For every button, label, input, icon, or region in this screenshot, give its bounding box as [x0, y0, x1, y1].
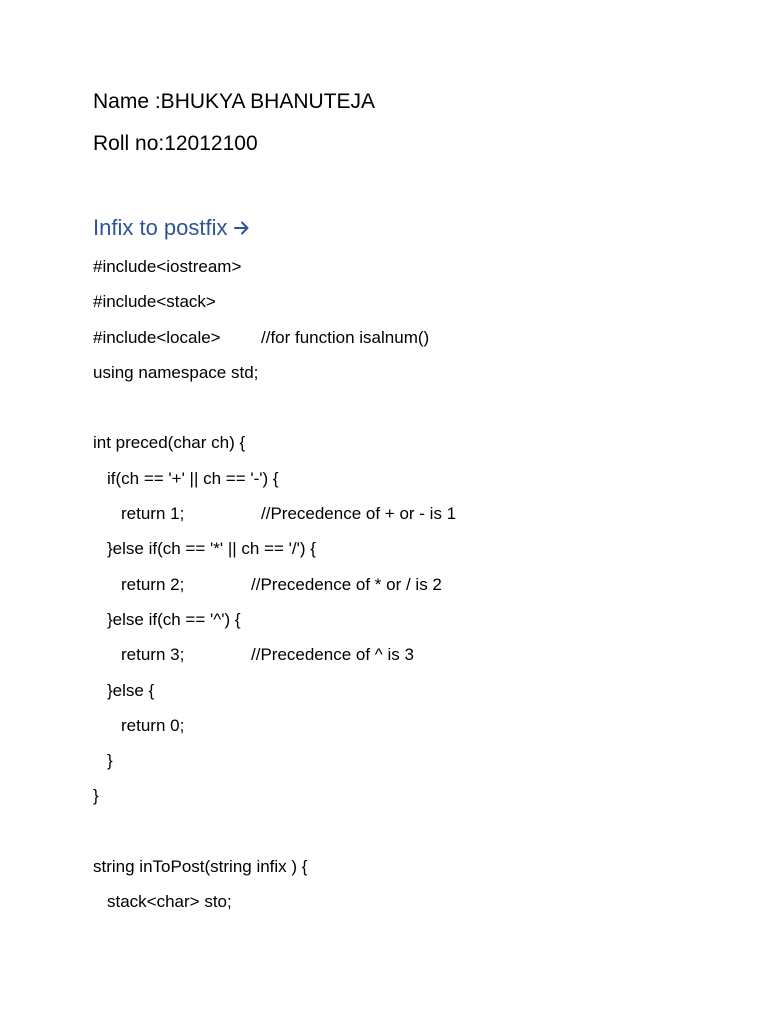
code-line: return 0; [121, 715, 185, 735]
code-text: return 3; [121, 645, 185, 665]
code-line: if(ch == '+' || ch == '-') { [107, 468, 279, 488]
blank-line [93, 397, 733, 432]
code-listing [93, 256, 733, 927]
code-comment: //Precedence of * or / is 2 [251, 574, 442, 594]
code-line: stack<char> sto; [107, 892, 232, 912]
code-line: }else if(ch == '^') { [107, 609, 241, 629]
blank-line [93, 821, 733, 856]
roll-number: Roll no:12012100 [93, 132, 258, 155]
section-heading-text: Infix to postfix [93, 215, 228, 240]
code-line: }else { [107, 680, 155, 700]
code-comment: //Precedence of ^ is 3 [251, 645, 414, 665]
code-line [93, 574, 733, 609]
code-line: #include<iostream> [93, 257, 242, 276]
code-comment: //for function isalnum() [261, 327, 430, 347]
code-line: string inToPost(string infix ) { [93, 857, 308, 877]
code-line: using namespace std; [93, 362, 259, 382]
student-name: Name :BHUKYA BHANUTEJA [93, 90, 376, 113]
code-line: #include<stack> [93, 292, 216, 312]
code-text: return 2; [121, 574, 185, 594]
code-text: #include<locale> [93, 327, 221, 347]
code-line: int preced(char ch) { [93, 433, 246, 453]
code-text: return 1; [121, 504, 185, 524]
code-line [93, 327, 733, 362]
code-line [93, 644, 733, 679]
right-arrow-icon [234, 214, 250, 242]
code-line: } [93, 786, 99, 806]
section-heading [93, 214, 250, 242]
code-line: }else if(ch == '*' || ch == '/') { [107, 539, 316, 559]
code-line: } [107, 751, 113, 771]
code-line [93, 503, 733, 538]
code-comment: //Precedence of + or - is 1 [261, 504, 457, 524]
